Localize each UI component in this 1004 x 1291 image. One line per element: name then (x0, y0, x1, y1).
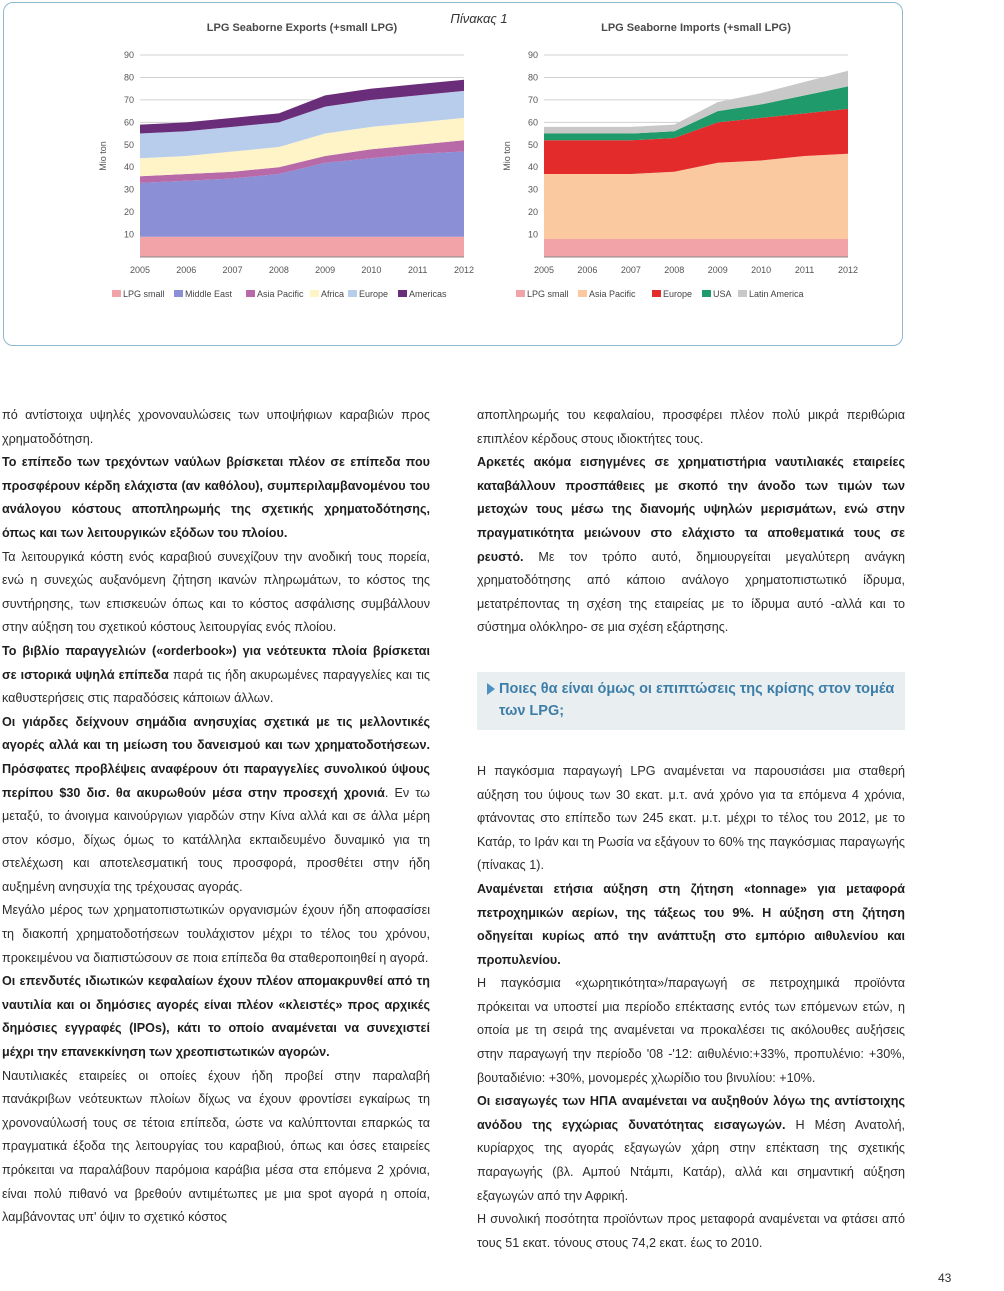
x-tick-label: 2010 (361, 265, 382, 275)
y-tick-label: 20 (527, 207, 538, 218)
y-tick-label: 50 (123, 139, 134, 150)
x-tick-label: 2007 (620, 265, 641, 275)
paragraph (2, 711, 430, 900)
legend-entry: LPG small (123, 289, 165, 299)
legend-swatch (112, 290, 121, 297)
chart-title: LPG Seaborne Exports (+small LPG) (206, 22, 398, 34)
y-tick-label: 10 (123, 229, 134, 240)
y-tick-label: 20 (123, 207, 134, 218)
legend-swatch (348, 290, 357, 297)
legend-swatch (246, 290, 255, 297)
legend-swatch (398, 290, 407, 297)
legend-entry: Latin America (749, 289, 804, 299)
area-series-lpg-small (140, 237, 464, 257)
legend-entry: Asia Pacific (257, 289, 304, 299)
body-text: Μεγάλο μέρος των χρηματοπιστωτικών οργανισμών έχουν ήδη αποφασίσει τη διακοπή χρηματοδοτήσεων τουλάχιστον μέχρι το τέλος του χρόνου, προκειμένου να διαπιστώσουν σε ποια επίπεδα θα σταθεροποιηθεί η αγορά. (2, 903, 430, 965)
x-tick-label: 2012 (837, 265, 859, 275)
legend-swatch (738, 290, 747, 297)
legend-entry: Americas (409, 289, 447, 299)
legend-swatch (578, 290, 587, 297)
body-text: Ναυτιλιακές εταιρείες οι οποίες έχουν ήδη προβεί στην παραλαβή πανάκριβων νεότευκτων πλοίων δίχως να έχουν φροντίσει εγκαίρως τη χρονοναύλωσή τους σε τέτοια επίπεδα, ώστε να καλύπτονται επαρκώς τα πραγματικά έξοδα της λειτουργίας του καραβιού, όπως και όσες εταιρείες πρόκειται να παραλάβουν παρόμοια καράβια μέσα στα επόμενα 2 χρόνια, είναι πολύ πιθανό να βρεθούν αντιμέτωπες με μια spot αγορά η οποία, λαμβάνοντας υπ' όψιν το σχετικό κόστος (2, 1068, 430, 1225)
x-tick-label: 2005 (129, 265, 151, 275)
bold-text: Οι γιάρδες δείχνουν σημάδια ανησυχίας σχετικά με τις μελλοντικές αγορές αλλά και τη μείωση του δανεισμού και των χρηματοδοτήσεων. Πρόσφατες προβλέψεις αναφέρουν ότι παραγγελίες συνολικού ύψους περίπου $30 δισ. θα ακυρωθούν μέσα στην προσεχή χρονιά (2, 714, 430, 800)
paragraph (2, 404, 430, 451)
x-tick-label: 2011 (408, 265, 428, 275)
bold-text: Το βιβλίο παραγγελιών («orderbook») για νεότευκτα πλοία βρίσκεται σε ιστορικά υψηλά επίπεδα (2, 643, 430, 682)
bold-text: Οι επενδυτές ιδιωτικών κεφαλαίων έχουν πλέον απομακρυνθεί από τη ναυτιλία και οι δημόσιες αγορές είναι πλέον «κλειστές» προς αρχικές δημόσιες εγγραφές (IPOs), κάτι το οποίο αναμένεται να συνεχιστεί μέχρι την επανεκκίνηση των χρεοπιστωτικών αγορών. (2, 974, 430, 1060)
paragraph (2, 546, 430, 640)
chart-title: LPG Seaborne Imports (+small LPG) (601, 22, 791, 34)
figure-box (3, 2, 903, 346)
y-tick-label: 60 (527, 117, 538, 128)
x-tick-label: 2011 (794, 265, 815, 275)
x-tick-label: 2009 (315, 265, 336, 275)
x-tick-label: 2009 (707, 265, 728, 275)
page-number: 43 (938, 1271, 952, 1285)
right-column (477, 404, 905, 1255)
legend-entry: Asia Pacific (589, 289, 636, 299)
legend-swatch (174, 290, 183, 297)
paragraph (477, 878, 905, 972)
paragraph (477, 972, 905, 1090)
y-tick-label: 40 (123, 162, 134, 173)
bold-text: Το επίπεδο των τρεχόντων ναύλων βρίσκεται πλέον σε επίπεδα που προσφέρουν κέρδη ελάχιστα (αν καθόλου), συμπεριλαμβανομένου του ανάλογου κόστους αποπληρωμής της σχετικής χρηματοδότησης, όπως και των λειτουργικών εξόδων του πλοίου. (2, 455, 430, 540)
paragraph (477, 1090, 905, 1208)
x-tick-label: 2010 (751, 265, 772, 275)
y-axis-label: Mio ton (502, 141, 512, 171)
legend-entry: Europe (359, 289, 389, 299)
y-tick-label: 80 (527, 72, 538, 83)
legend-swatch (516, 290, 525, 297)
body-text: αποπληρωμής του κεφαλαίου, προσφέρει πλέον πολύ μικρά περιθώρια επιπλέον κέρδους στους ιδιοκτήτες τους. (477, 408, 905, 446)
legend-swatch (652, 290, 661, 297)
legend-swatch (310, 290, 319, 297)
body-text: Η παγκόσμια «χωρητικότητα»/παραγωγή σε πετροχημικά προϊόντα πρόκειται να υποστεί μια περίοδο επέκτασης εντός των επόμενων ετών, η οποία με τη σειρά της αναμένεται να προκαλέσει τις ακόλουθες αυξήσεις στην παραγωγή την περίοδο '08 -'12: αιθυλένιο:+33%, προπυλένιο: +30%, βουταδιένιο: +30%, μονομερές χλωρίδιο του βινυλίου: +10%. (477, 976, 905, 1085)
x-tick-label: 2008 (268, 265, 289, 275)
section-callout (477, 672, 905, 730)
x-tick-label: 2005 (533, 265, 555, 275)
body-text: πό αντίστοιχα υψηλές χρονοναυλώσεις των υποψήφιων καραβιών προς χρηματοδότηση. (2, 408, 430, 446)
exports-chart (92, 17, 475, 317)
legend-entry: Middle East (185, 289, 233, 299)
left-column (2, 404, 430, 1230)
legend-entry: Africa (321, 289, 345, 299)
body-text: Η Μέση Ανατολή, κυρίαρχος της αγοράς εξαγωγών χάρη στην επέκταση της σχετικής παραγωγής (βλ. Αμπού Ντάμπι, Κατάρ), αλλά και σημαντική αύξηση εξαγωγών από την Αφρική. (477, 1117, 905, 1203)
bold-text: Οι εισαγωγές των ΗΠΑ αναμένεται να αυξηθούν λόγω της αντίστοιχης ανόδου της εγχώριας δυνατότητας εισαγωγών. (477, 1094, 905, 1132)
paragraph (2, 1065, 430, 1230)
x-tick-label: 2012 (453, 265, 475, 275)
figure-caption: Πίνακας 1 (450, 11, 508, 26)
y-tick-label: 90 (123, 50, 134, 60)
body-text: Η συνολική ποσότητα προϊόντων προς μεταφορά αναμένεται να φτάσει από τους 51 εκατ. τόνους στους 74,2 εκατ. έως το 2010. (477, 1212, 905, 1250)
y-tick-label: 50 (527, 139, 538, 150)
y-tick-label: 30 (123, 184, 134, 195)
paragraph (2, 451, 430, 545)
y-tick-label: 70 (123, 94, 134, 105)
paragraph (477, 404, 905, 451)
x-tick-label: 2008 (664, 265, 685, 275)
legend-entry: Europe (663, 289, 693, 299)
body-text: Με τον τρόπο αυτό, δημιουργείται μεγαλύτερη ανάγκη χρηματοδότησης από κάποιο ανάλογο χρηματοπιστωτικό ίδρυμα, μετατρέποντας τη σχέση της εταιρείας με το ίδρυμα αυτό -αλλά και το σύστημα ολόκληρο- σε μια σχέση εξάρτησης. (477, 549, 905, 635)
body-text: . Εν τω μεταξύ, το άνοιγμα καινούργιων γιαρδών στην Κίνα αλλά και σε άλλα μέρη στον κόσμο, δίχως όμως το κατάλληλα εκπαιδευμένο δυναμικό για τη στελέχωση και αποτελεσματική τους προσφορά, προσθέτει στην ήδη αυξημένη ανησυχία της τρέχουσας αγοράς. (2, 785, 431, 894)
paragraph (477, 1208, 905, 1255)
y-tick-label: 40 (527, 162, 538, 173)
legend-entry: USA (713, 289, 732, 299)
right-column-bottom (477, 760, 905, 1255)
y-tick-label: 10 (527, 229, 538, 240)
x-tick-label: 2006 (176, 265, 197, 275)
callout-heading: Ποιες θα είναι όμως οι επιπτώσεις της κρίσης στον τομέα των LPG; (499, 680, 895, 719)
x-tick-label: 2006 (577, 265, 598, 275)
y-tick-label: 30 (527, 184, 538, 195)
body-text: Τα λειτουργικά κόστη ενός καραβιού συνεχίζουν την ανοδική τους πορεία, ενώ η συνεχώς αυξανόμενη ζήτηση ικανών πληρωμάτων, το κόστος της συντήρησης, των επισκευών όπως και το κόστος ασφάλισης συμβάλλουν στην αύξηση του σχετικού κόστους λειτουργίας ενός πλοίου. (2, 549, 430, 635)
paragraph (477, 451, 905, 640)
y-tick-label: 90 (527, 50, 538, 60)
imports-chart (496, 17, 859, 317)
paragraph (2, 899, 430, 970)
arrow-right-icon (487, 683, 495, 695)
body-text: Η παγκόσμια παραγωγή LPG αναμένεται να παρουσιάσει μια σταθερή αύξηση του ύψους των 30 εκατ. μ.τ. ανά χρόνο για τα επόμενα 4 χρόνια, φτάνοντας στο επίπεδο των 245 εκατ. μ.τ. μέχρι το τέλος του 2012, με το Κατάρ, το Ιράν και τη Ρωσία να εξάγουν το 60% της παγκόσμιας παραγωγής (πίνακας 1). (477, 763, 905, 873)
paragraph (477, 760, 905, 878)
paragraph (2, 640, 430, 711)
body-text: παρά τις ήδη ακυρωμένες παραγγελίες και τις καθυστερήσεις στις παραδόσεις κάποιων άλλων. (2, 667, 430, 706)
x-tick-label: 2007 (222, 265, 243, 275)
y-axis-label: Mio ton (98, 141, 108, 171)
bold-text: Αναμένεται ετήσια αύξηση στη ζήτηση «tonnage» για μεταφορά πετροχημικών αερίων, της τάξεως του 9%. Η αύξηση στη ζήτηση οδηγείται κυρίως από την ανάπτυξη στο εμπόριο αιθυλενίου και προπυλενίου. (477, 881, 905, 967)
y-tick-label: 70 (527, 94, 538, 105)
right-column-top (477, 404, 905, 640)
paragraph (2, 970, 430, 1064)
bold-text: Αρκετές ακόμα εισηγμένες σε χρηματιστήρια ναυτιλιακές εταιρείες καταβάλλουν προσπάθειες με σκοπό την άνοδο των τιμών των μετοχών τους μέσω της διανομής υψηλών μερισμάτων, ενώ στην πραγματικότητα μειώνουν στο ελάχιστο τα αποθεματικά τους σε ρευστό. (477, 455, 905, 564)
y-tick-label: 60 (123, 117, 134, 128)
legend-entry: LPG small (527, 289, 569, 299)
legend-swatch (702, 290, 711, 297)
y-tick-label: 80 (123, 72, 134, 83)
area-series-lpg-small (544, 239, 848, 257)
